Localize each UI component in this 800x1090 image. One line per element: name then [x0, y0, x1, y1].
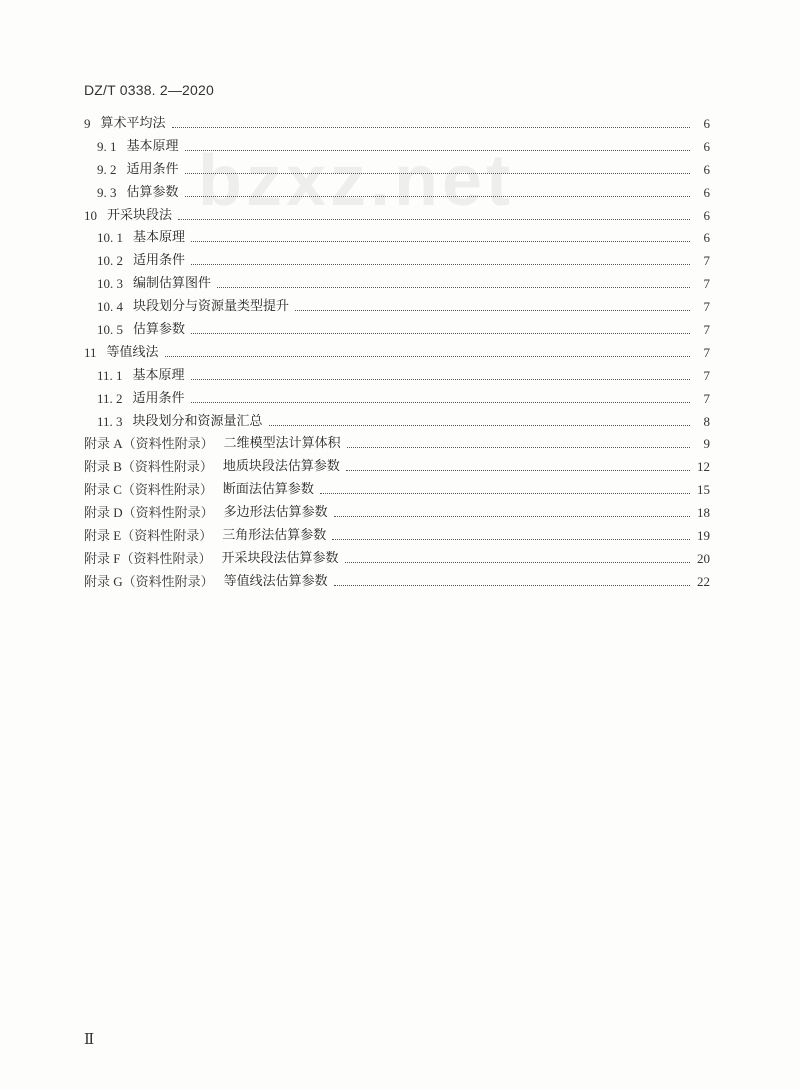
watermark: bzxz.net	[198, 141, 515, 221]
toc-dot-leader	[172, 127, 690, 128]
toc-dot-leader	[178, 219, 690, 220]
toc-entry[interactable]	[84, 548, 710, 571]
toc-entry[interactable]	[84, 365, 710, 388]
toc-entry-number: 10. 2	[97, 253, 123, 269]
toc-entry-number: 附录 A（资料性附录）	[84, 436, 214, 452]
toc-entry-page: 6	[703, 161, 710, 177]
page-number: Ⅱ	[84, 1032, 95, 1048]
toc-entry-page: 6	[703, 230, 710, 246]
toc-entry-page: 7	[703, 390, 710, 406]
toc-entry-number: 附录 D（资料性附录）	[84, 505, 214, 521]
toc-entry-title: 地质块段法估算参数	[222, 459, 340, 475]
toc-entry-page: 7	[703, 253, 710, 269]
toc-entry-page: 7	[703, 367, 710, 383]
toc-entry-number: 10. 4	[97, 299, 123, 315]
toc-entry[interactable]	[84, 113, 710, 136]
toc-dot-leader	[332, 539, 690, 540]
toc-entry[interactable]	[84, 525, 710, 548]
toc-entry-title: 断面法估算参数	[222, 482, 314, 498]
toc-dot-leader	[165, 356, 690, 357]
toc-dot-leader	[346, 470, 690, 471]
toc-entry-number: 附录 C（资料性附录）	[84, 482, 213, 498]
toc-entry-number: 9. 1	[97, 138, 117, 154]
toc-entry-title: 算术平均法	[100, 116, 166, 131]
toc-entry[interactable]	[84, 388, 710, 411]
toc-entry-number: 10. 1	[97, 230, 123, 246]
toc-entry-page: 15	[697, 482, 710, 498]
toc-entry-title: 等值线法	[106, 344, 159, 360]
toc-entry-page: 18	[697, 505, 710, 521]
toc-entry-number: 10. 3	[97, 276, 123, 292]
toc-entry-page: 6	[703, 207, 710, 223]
toc-entry-page: 22	[697, 573, 710, 589]
toc-dot-leader	[191, 402, 690, 403]
toc-entry[interactable]	[84, 456, 710, 479]
toc-entry-number: 9. 2	[97, 161, 117, 177]
toc-entry[interactable]	[84, 433, 710, 456]
toc-entry-title: 二维模型法计算体积	[223, 436, 341, 452]
toc-dot-leader	[320, 493, 690, 494]
toc-entry-page: 20	[697, 550, 710, 566]
toc-entry-number: 附录 E（资料性附录）	[84, 528, 213, 544]
toc-entry[interactable]	[84, 571, 710, 594]
toc-entry-page: 9	[703, 436, 710, 452]
toc-entry-title: 块段划分与资源量类型提升	[133, 299, 290, 315]
toc-entry-title: 基本原理	[132, 367, 185, 383]
toc-entry[interactable]	[84, 273, 710, 296]
toc-dot-leader	[185, 150, 690, 151]
toc-dot-leader	[334, 585, 690, 586]
toc-entry-title: 估算参数	[133, 322, 186, 338]
toc-entry-title: 估算参数	[126, 184, 179, 200]
toc-entry-number: 10. 5	[97, 322, 123, 338]
toc-entry-page: 6	[703, 184, 710, 200]
toc-dot-leader	[185, 173, 690, 174]
toc-entry-number: 9. 3	[97, 184, 117, 200]
toc-entry-page: 7	[703, 276, 710, 292]
toc-dot-leader	[185, 196, 690, 197]
toc-dot-leader	[191, 379, 690, 380]
toc-dot-leader	[347, 447, 690, 448]
toc-dot-leader	[334, 516, 690, 517]
toc-entry-number: 9	[84, 116, 91, 131]
toc-entry[interactable]	[84, 227, 710, 250]
toc-entry-title: 多边形法估算参数	[223, 505, 328, 521]
table-of-contents	[84, 113, 710, 594]
toc-entry[interactable]	[84, 182, 710, 205]
toc-entry-page: 12	[697, 459, 710, 475]
toc-entry-number: 11. 2	[97, 390, 123, 406]
toc-entry-page: 8	[703, 413, 710, 429]
toc-dot-leader	[345, 562, 691, 563]
toc-entry[interactable]	[84, 319, 710, 342]
toc-entry-page: 6	[703, 116, 710, 131]
toc-dot-leader	[295, 310, 690, 311]
toc-dot-leader	[269, 425, 690, 426]
toc-entry[interactable]	[84, 296, 710, 319]
toc-entry[interactable]	[84, 411, 710, 434]
toc-entry-page: 7	[703, 322, 710, 338]
toc-entry-title: 开采块段法	[107, 207, 173, 223]
standard-code: DZ/T 0338. 2—2020	[84, 82, 214, 98]
toc-entry-number: 附录 B（资料性附录）	[84, 459, 213, 475]
toc-entry[interactable]	[84, 159, 710, 182]
toc-entry-number: 附录 G（资料性附录）	[84, 573, 214, 589]
toc-entry-title: 适用条件	[133, 253, 186, 269]
toc-entry[interactable]	[84, 136, 710, 159]
toc-entry-number: 附录 F（资料性附录）	[84, 550, 212, 566]
toc-dot-leader	[191, 264, 690, 265]
toc-entry-number: 11. 3	[97, 413, 123, 429]
toc-entry-number: 11	[84, 344, 97, 360]
toc-entry-page: 7	[703, 299, 710, 315]
toc-entry-title: 等值线法估算参数	[223, 573, 328, 589]
toc-entry-title: 基本原理	[126, 138, 179, 154]
toc-dot-leader	[191, 241, 690, 242]
toc-dot-leader	[191, 333, 690, 334]
toc-entry-title: 三角形法估算参数	[222, 528, 327, 544]
toc-entry-title: 编制估算图件	[133, 276, 212, 292]
toc-entry-title: 基本原理	[133, 230, 186, 246]
toc-entry[interactable]	[84, 205, 710, 228]
toc-entry[interactable]	[84, 342, 710, 365]
toc-entry[interactable]	[84, 250, 710, 273]
toc-entry-title: 适用条件	[126, 161, 179, 177]
toc-entry-title: 适用条件	[132, 390, 185, 406]
toc-entry-page: 6	[703, 138, 710, 154]
toc-entry-title: 块段划分和资源量汇总	[132, 413, 263, 429]
toc-entry[interactable]	[84, 502, 710, 525]
toc-dot-leader	[217, 287, 690, 288]
toc-entry-page: 7	[703, 344, 710, 360]
toc-entry-number: 10	[84, 207, 97, 223]
toc-entry-title: 开采块段法估算参数	[221, 550, 339, 566]
toc-entry-page: 19	[697, 528, 710, 544]
toc-entry[interactable]	[84, 479, 710, 502]
toc-entry-number: 11. 1	[97, 367, 123, 383]
